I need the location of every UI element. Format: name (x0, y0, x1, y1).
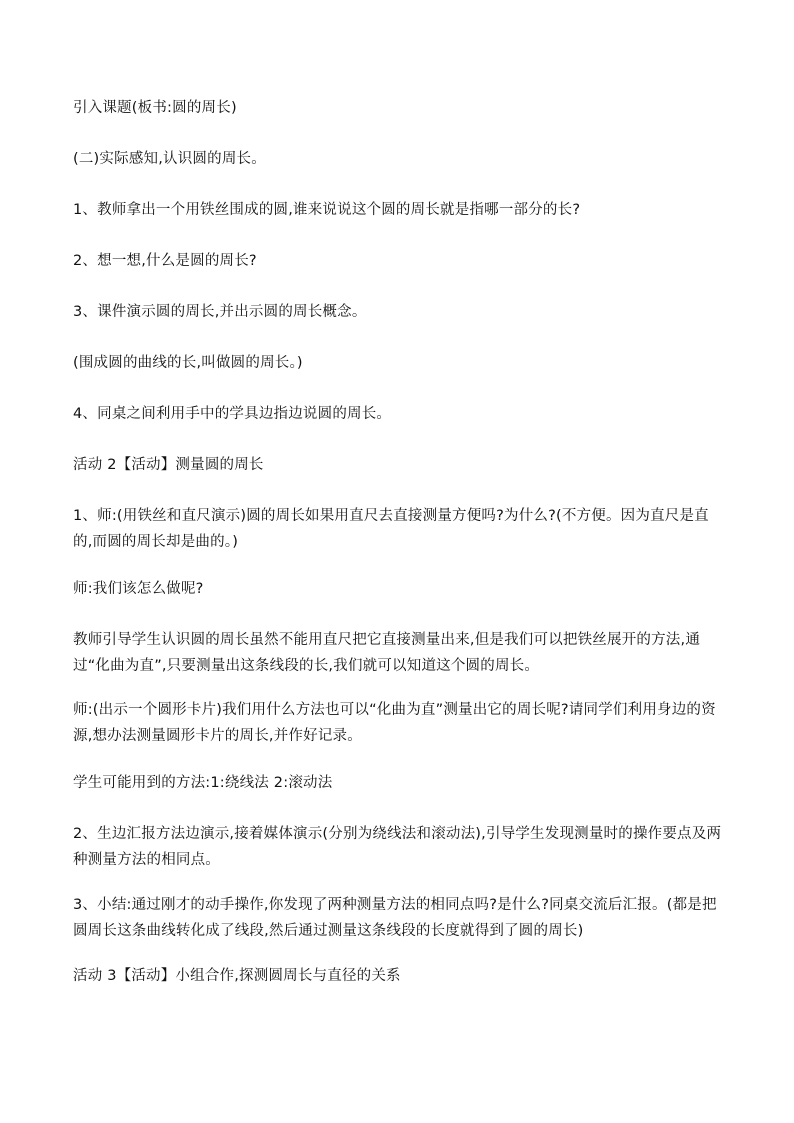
paragraph-report-demo: 2、生边汇报方法边演示,接着媒体演示(分别为绕线法和滚动法),引导学生发现测量时的操作要点及两种测量方法的相同点。 (73, 826, 722, 868)
paragraph-step-1: 1、教师拿出一个用铁丝围成的圆,谁来说说这个圆的周长就是指哪一部分的长? (73, 202, 581, 218)
paragraph-card-activity: 师:(出示一个圆形卡片)我们用什么方法也可以“化曲为直”测量出它的周长呢?请同学们利用身边的资源,想办法测量圆形卡片的周长,并作好记录。 (73, 702, 716, 744)
paragraph-teacher-question: 1、师:(用铁丝和直尺演示)圆的周长如果用直尺去直接测量方便吗?为什么?(不方便。因为直尺是直的,而圆的周长却是曲的。) (73, 508, 709, 550)
paragraph-summary: 3、小结:通过刚才的动手操作,你发现了两种测量方法的相同点吗?是什么?同桌交流后汇报。(都是把圆周长这条曲线转化成了线段,然后通过测量这条线段的长度就得到了圆的周长) (73, 897, 717, 939)
paragraph-step-2: 2、想一想,什么是圆的周长? (73, 253, 257, 269)
paragraph-section-heading: (二)实际感知,认识圆的周长。 (73, 151, 266, 167)
paragraph-methods: 学生可能用到的方法:1:绕线法 2:滚动法 (73, 775, 333, 791)
paragraph-step-4: 4、同桌之间利用手中的学具边指边说圆的周长。 (73, 406, 392, 422)
paragraph-definition: (围成圆的曲线的长,叫做圆的周长。) (73, 355, 303, 371)
paragraph-topic-intro: 引入课题(板书:圆的周长) (73, 100, 237, 116)
paragraph-step-3: 3、课件演示圆的周长,并出示圆的周长概念。 (73, 304, 367, 320)
paragraph-activity-3-heading: 活动 3【活动】小组合作,探测圆周长与直径的关系 (73, 968, 401, 984)
paragraph-teacher-prompt: 师:我们该怎么做呢? (73, 581, 204, 597)
paragraph-teacher-guidance: 教师引导学生认识圆的周长虽然不能用直尺把它直接测量出来,但是我们可以把铁丝展开的方法,通过“化曲为直”,只要测量出这条线段的长,我们就可以知道这个圆的周长。 (73, 632, 701, 674)
paragraph-activity-2-heading: 活动 2【活动】测量圆的周长 (73, 457, 264, 473)
